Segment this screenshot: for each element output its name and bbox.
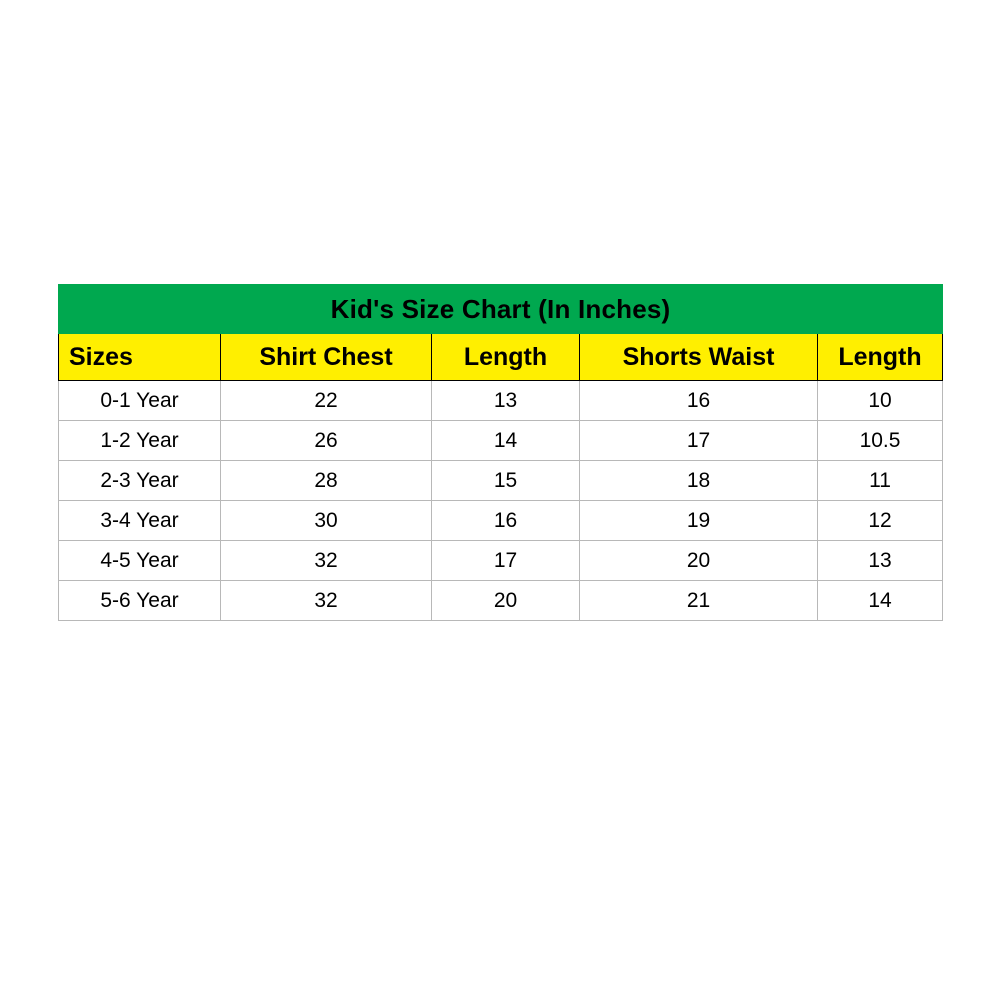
cell-shorts-waist: 16 — [580, 381, 818, 421]
cell-shirt-chest: 28 — [221, 461, 432, 501]
cell-shirt-chest: 32 — [221, 541, 432, 581]
cell-shorts-length: 11 — [818, 461, 943, 501]
table-header-row — [59, 334, 943, 381]
cell-size: 3-4 Year — [59, 501, 221, 541]
kids-size-chart-table — [58, 284, 943, 621]
cell-shirt-chest: 32 — [221, 581, 432, 621]
cell-shirt-length: 14 — [432, 421, 580, 461]
cell-size: 4-5 Year — [59, 541, 221, 581]
cell-size: 5-6 Year — [59, 581, 221, 621]
cell-shorts-length: 10 — [818, 381, 943, 421]
table-row — [59, 581, 943, 621]
cell-shorts-waist: 21 — [580, 581, 818, 621]
table-row — [59, 421, 943, 461]
size-chart-container — [58, 284, 942, 621]
cell-size: 2-3 Year — [59, 461, 221, 501]
column-header-shirt-chest: Shirt Chest — [221, 334, 432, 381]
column-header-shorts-waist: Shorts Waist — [580, 334, 818, 381]
table-row — [59, 381, 943, 421]
column-header-shorts-length: Length — [818, 334, 943, 381]
cell-shorts-waist: 17 — [580, 421, 818, 461]
chart-title: Kid's Size Chart (In Inches) — [59, 285, 943, 334]
cell-shorts-length: 10.5 — [818, 421, 943, 461]
table-row — [59, 501, 943, 541]
column-header-sizes: Sizes — [59, 334, 221, 381]
cell-shirt-length: 15 — [432, 461, 580, 501]
cell-shirt-length: 13 — [432, 381, 580, 421]
cell-shirt-chest: 22 — [221, 381, 432, 421]
cell-shorts-waist: 19 — [580, 501, 818, 541]
cell-shirt-length: 20 — [432, 581, 580, 621]
cell-shirt-chest: 30 — [221, 501, 432, 541]
cell-size: 1-2 Year — [59, 421, 221, 461]
cell-shirt-length: 17 — [432, 541, 580, 581]
cell-shirt-chest: 26 — [221, 421, 432, 461]
table-row — [59, 461, 943, 501]
cell-shorts-length: 13 — [818, 541, 943, 581]
column-header-shirt-length: Length — [432, 334, 580, 381]
cell-shorts-length: 14 — [818, 581, 943, 621]
table-row — [59, 541, 943, 581]
cell-shirt-length: 16 — [432, 501, 580, 541]
cell-shorts-waist: 20 — [580, 541, 818, 581]
cell-size: 0-1 Year — [59, 381, 221, 421]
cell-shorts-length: 12 — [818, 501, 943, 541]
table-title-row — [59, 285, 943, 334]
cell-shorts-waist: 18 — [580, 461, 818, 501]
